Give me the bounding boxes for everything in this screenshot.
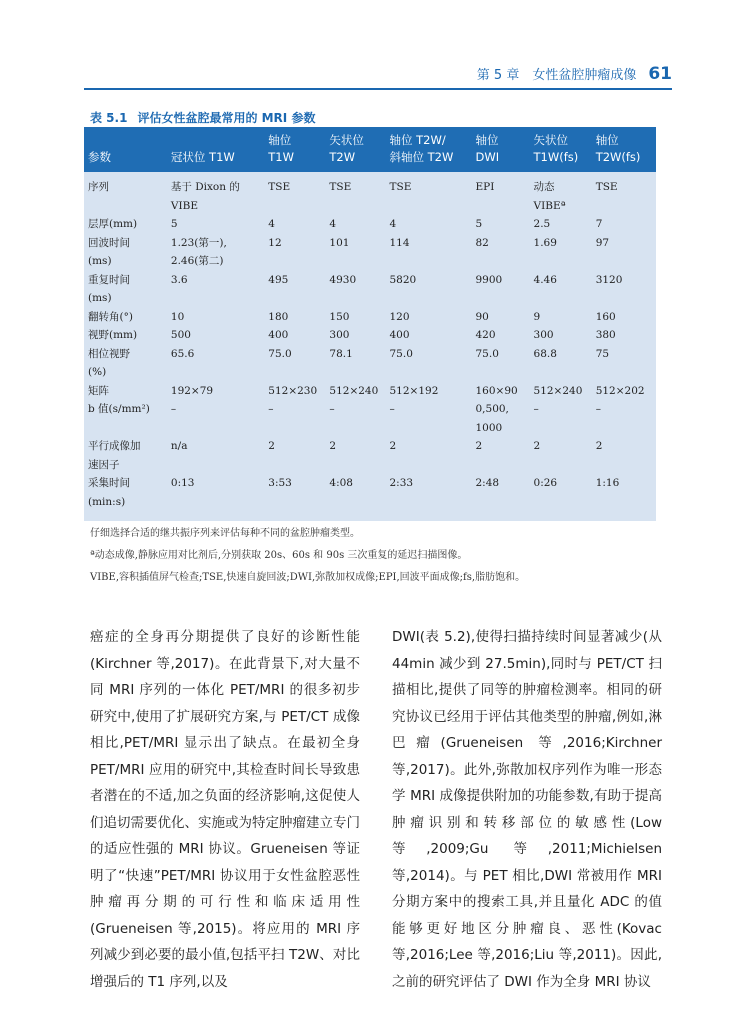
table-cell: 120	[389, 310, 410, 323]
table-row	[84, 382, 656, 401]
table-cell: 300	[533, 329, 554, 341]
column-header: 矢状位 T1W(fs)	[533, 133, 579, 164]
table-cell: 动态 VIBEª	[533, 181, 566, 212]
table-cell: 160	[595, 310, 616, 323]
table-cell: 2:48	[475, 477, 500, 489]
table-cell: 2	[533, 440, 541, 452]
row-label: 重复时间 (ms)	[88, 273, 130, 304]
row-label: 回波时间 (ms)	[88, 236, 130, 267]
table-cell: 114	[389, 236, 410, 249]
table-cell: 75.0	[475, 347, 499, 360]
running-header	[468, 64, 672, 84]
table-cell: 75.0	[268, 347, 292, 360]
table-cell: 2	[389, 440, 397, 452]
table-note: 仔细选择合适的继共振序列来评估每种不同的盆腔肿瘤类型。	[90, 528, 360, 539]
table-row	[84, 308, 656, 327]
page-number: 61	[648, 64, 672, 84]
table-notes	[90, 523, 660, 589]
table-caption	[90, 109, 315, 126]
table-cell: n/a	[170, 440, 188, 452]
table-cell: 2:33	[389, 477, 414, 489]
table-header-row	[84, 127, 656, 172]
row-label: 序列	[88, 181, 109, 193]
table-cell: 9	[533, 310, 541, 323]
table-cell: 90	[475, 310, 489, 323]
table-cell: 512×240	[329, 384, 379, 397]
table-row	[84, 215, 656, 234]
table-cell: 97	[595, 236, 610, 249]
column-header: 参数	[88, 150, 111, 164]
column-header: 轴位 T1W	[268, 133, 294, 164]
table-cell: 500	[170, 329, 191, 341]
table-cell: 2.5	[533, 218, 551, 230]
table-cell: 192×79	[170, 384, 214, 397]
row-label: 翻转角(°)	[88, 310, 133, 323]
table-cell: 5	[475, 218, 483, 230]
left-column	[90, 624, 360, 995]
table-cell: 495	[268, 273, 289, 286]
table-row	[84, 271, 656, 308]
table-cell: TSE	[329, 181, 352, 193]
row-label: 平行成像加 速因子	[88, 440, 141, 471]
column-header: 轴位 T2W/ 斜轴位 T2W	[389, 133, 454, 164]
table-cell: 512×240	[533, 384, 583, 397]
right-column	[392, 624, 662, 995]
table-cell: 3.6	[170, 273, 188, 286]
table-cell: 7	[595, 218, 603, 230]
table-cell: 4	[389, 218, 397, 230]
table-cell: 68.8	[533, 347, 557, 360]
table-cell: 2	[475, 440, 483, 452]
table-row	[84, 234, 656, 271]
table-cell: 3120	[595, 273, 623, 286]
table-cell: 1:16	[595, 477, 620, 489]
table-cell: 420	[475, 329, 496, 341]
table-cell: –	[329, 403, 335, 415]
table-cell: 512×202	[595, 384, 645, 397]
table-cell: 4	[268, 218, 275, 230]
table-cell: TSE	[389, 181, 412, 193]
row-label: 视野(mm)	[88, 329, 138, 341]
table-cell: 2	[595, 440, 603, 452]
table-cell: EPI	[475, 181, 495, 193]
chapter-title: 第 5 章 女性盆腔肿瘤成像	[476, 68, 637, 83]
table-cell: 4:08	[329, 477, 353, 489]
table-title: 评估女性盆腔最常用的 MRI 参数	[137, 111, 316, 125]
table-cell: 82	[475, 236, 489, 249]
table-cell: –	[533, 403, 539, 415]
table-cell: –	[389, 403, 395, 415]
table-cell: 2	[268, 440, 275, 452]
row-label: b 值(s/mm²)	[88, 403, 150, 415]
parameter-table	[84, 127, 656, 521]
header-rule	[84, 88, 672, 90]
table-cell: –	[170, 403, 177, 415]
table-cell: 4930	[329, 273, 357, 286]
table-cell: 65.6	[170, 347, 195, 360]
table-cell: 300	[329, 329, 350, 341]
row-label: 层厚(mm)	[88, 218, 138, 230]
table-cell: 512×230	[268, 384, 318, 397]
table-cell: 3:53	[268, 477, 292, 489]
table-cell: 400	[389, 329, 410, 341]
left-paragraph: 癌症的全身再分期提供了良好的诊断性能(Kirchner 等,2017)。在此背景下,对大量不同 MRI 序列的一体化 PET/MRI 的很多初步研究中,使用了扩展研究方案,与 PET/CT 成像相比,PET/MRI 显示出了缺点。在最初全身 PET/MRI 应用的研究中,其检查时间长导致患者潜在的不适,加之负面的经济影响,这促使人们追切需要优化、实施或为特定肿瘤建立专门的适应性强的 MRI 协议。Grueneisen 等证明了“快速”PET/MRI 协议用于女性盆腔恶性肿瘤再分期的可行性和临床适用性(Grueneisen 等,2015)。将应用的 MRI 序列减少到必要的最小值,包括平扫 T2W、对比增强后的 T1 序列,以及	[90, 629, 360, 990]
table-cell: 4	[329, 218, 337, 230]
table-cell: 400	[268, 329, 289, 341]
table-cell: 101	[329, 236, 350, 249]
table-cell: 1.23(第一), 2.46(第二)	[170, 236, 227, 267]
table-body	[84, 172, 656, 521]
row-label: 相位视野 (%)	[88, 347, 130, 378]
table-cell: 160×90	[475, 384, 518, 397]
column-header: 轴位 DWI	[475, 133, 500, 164]
table-note: VIBE,容积插值屏气检查;TSE,快速自旋回波;DWI,弥散加权成像;EPI,回波平面成像;fs,脂肪饱和。	[90, 572, 526, 583]
table-cell: 75.0	[389, 347, 413, 360]
table-cell: TSE	[268, 181, 291, 193]
table-cell: –	[268, 403, 274, 415]
table-row	[84, 326, 656, 345]
table-cell: 180	[268, 310, 289, 323]
column-header: 轴位 T2W(fs)	[595, 133, 641, 164]
table-number: 表 5.1	[90, 111, 128, 125]
table-cell: TSE	[595, 181, 618, 193]
table-cell: 150	[329, 310, 350, 323]
table-row	[84, 345, 656, 382]
table-cell: 基于 Dixon 的 VIBE	[170, 181, 240, 212]
table-row	[84, 474, 656, 521]
table-cell: 5820	[389, 273, 417, 286]
table-cell: 78.1	[329, 347, 353, 360]
table-cell: 12	[268, 236, 282, 249]
table-cell: 0,500, 1000	[475, 403, 509, 434]
table-cell: 380	[595, 329, 616, 341]
table-row	[84, 437, 656, 474]
table-row	[84, 400, 656, 437]
row-label: 矩阵	[88, 384, 109, 397]
right-paragraph: DWI(表 5.2),使得扫描持续时间显著减少(从 44min 减少到 27.5min),同时与 PET/CT 扫描相比,提供了同等的肿瘤检测率。相同的研究协议已经用于评估其他类型的肿瘤,例如,淋巴瘤(Grueneisen 等,2016;Kirchner 等,2017)。此外,弥散加权序列作为唯一形态学 MRI 成像提供附加的功能参数,有助于提高肿瘤识别和转移部位的敏感性(Low 等,2009;Gu 等,2011;Michielsen 等,2014)。与 PET 相比,DWI 常被用作 MRI 分期方案中的搜索工具,并且量化 ADC 的值能够更好地区分肿瘤良、恶性(Kovac 等,2016;Lee 等,2016;Liu 等,2011)。因此,之前的研究评估了 DWI 作为全身 MRI 协议	[392, 629, 662, 990]
table-cell: 2	[329, 440, 337, 452]
row-label: 采集时间 (min:s)	[88, 477, 130, 508]
table-cell: 9900	[475, 273, 503, 286]
column-header: 冠状位 T1W	[170, 150, 235, 164]
table-cell: 75	[595, 347, 610, 360]
table-note: ª动态成像,静脉应用对比剂后,分别获取 20s、60s 和 90s 三次重复的延迟扫描图像。	[90, 550, 468, 561]
table-cell: 4.46	[533, 273, 557, 286]
table-cell: 0:26	[533, 477, 558, 489]
table-cell: 5	[170, 218, 178, 230]
table-cell: 512×192	[389, 384, 439, 397]
table-cell: 0:13	[170, 477, 195, 489]
body-text	[90, 624, 662, 995]
table-cell: 1.69	[533, 236, 557, 249]
column-header: 矢状位 T2W	[329, 133, 364, 164]
table-cell: 10	[170, 310, 185, 323]
table-row	[84, 172, 656, 215]
table-cell: –	[595, 403, 601, 415]
